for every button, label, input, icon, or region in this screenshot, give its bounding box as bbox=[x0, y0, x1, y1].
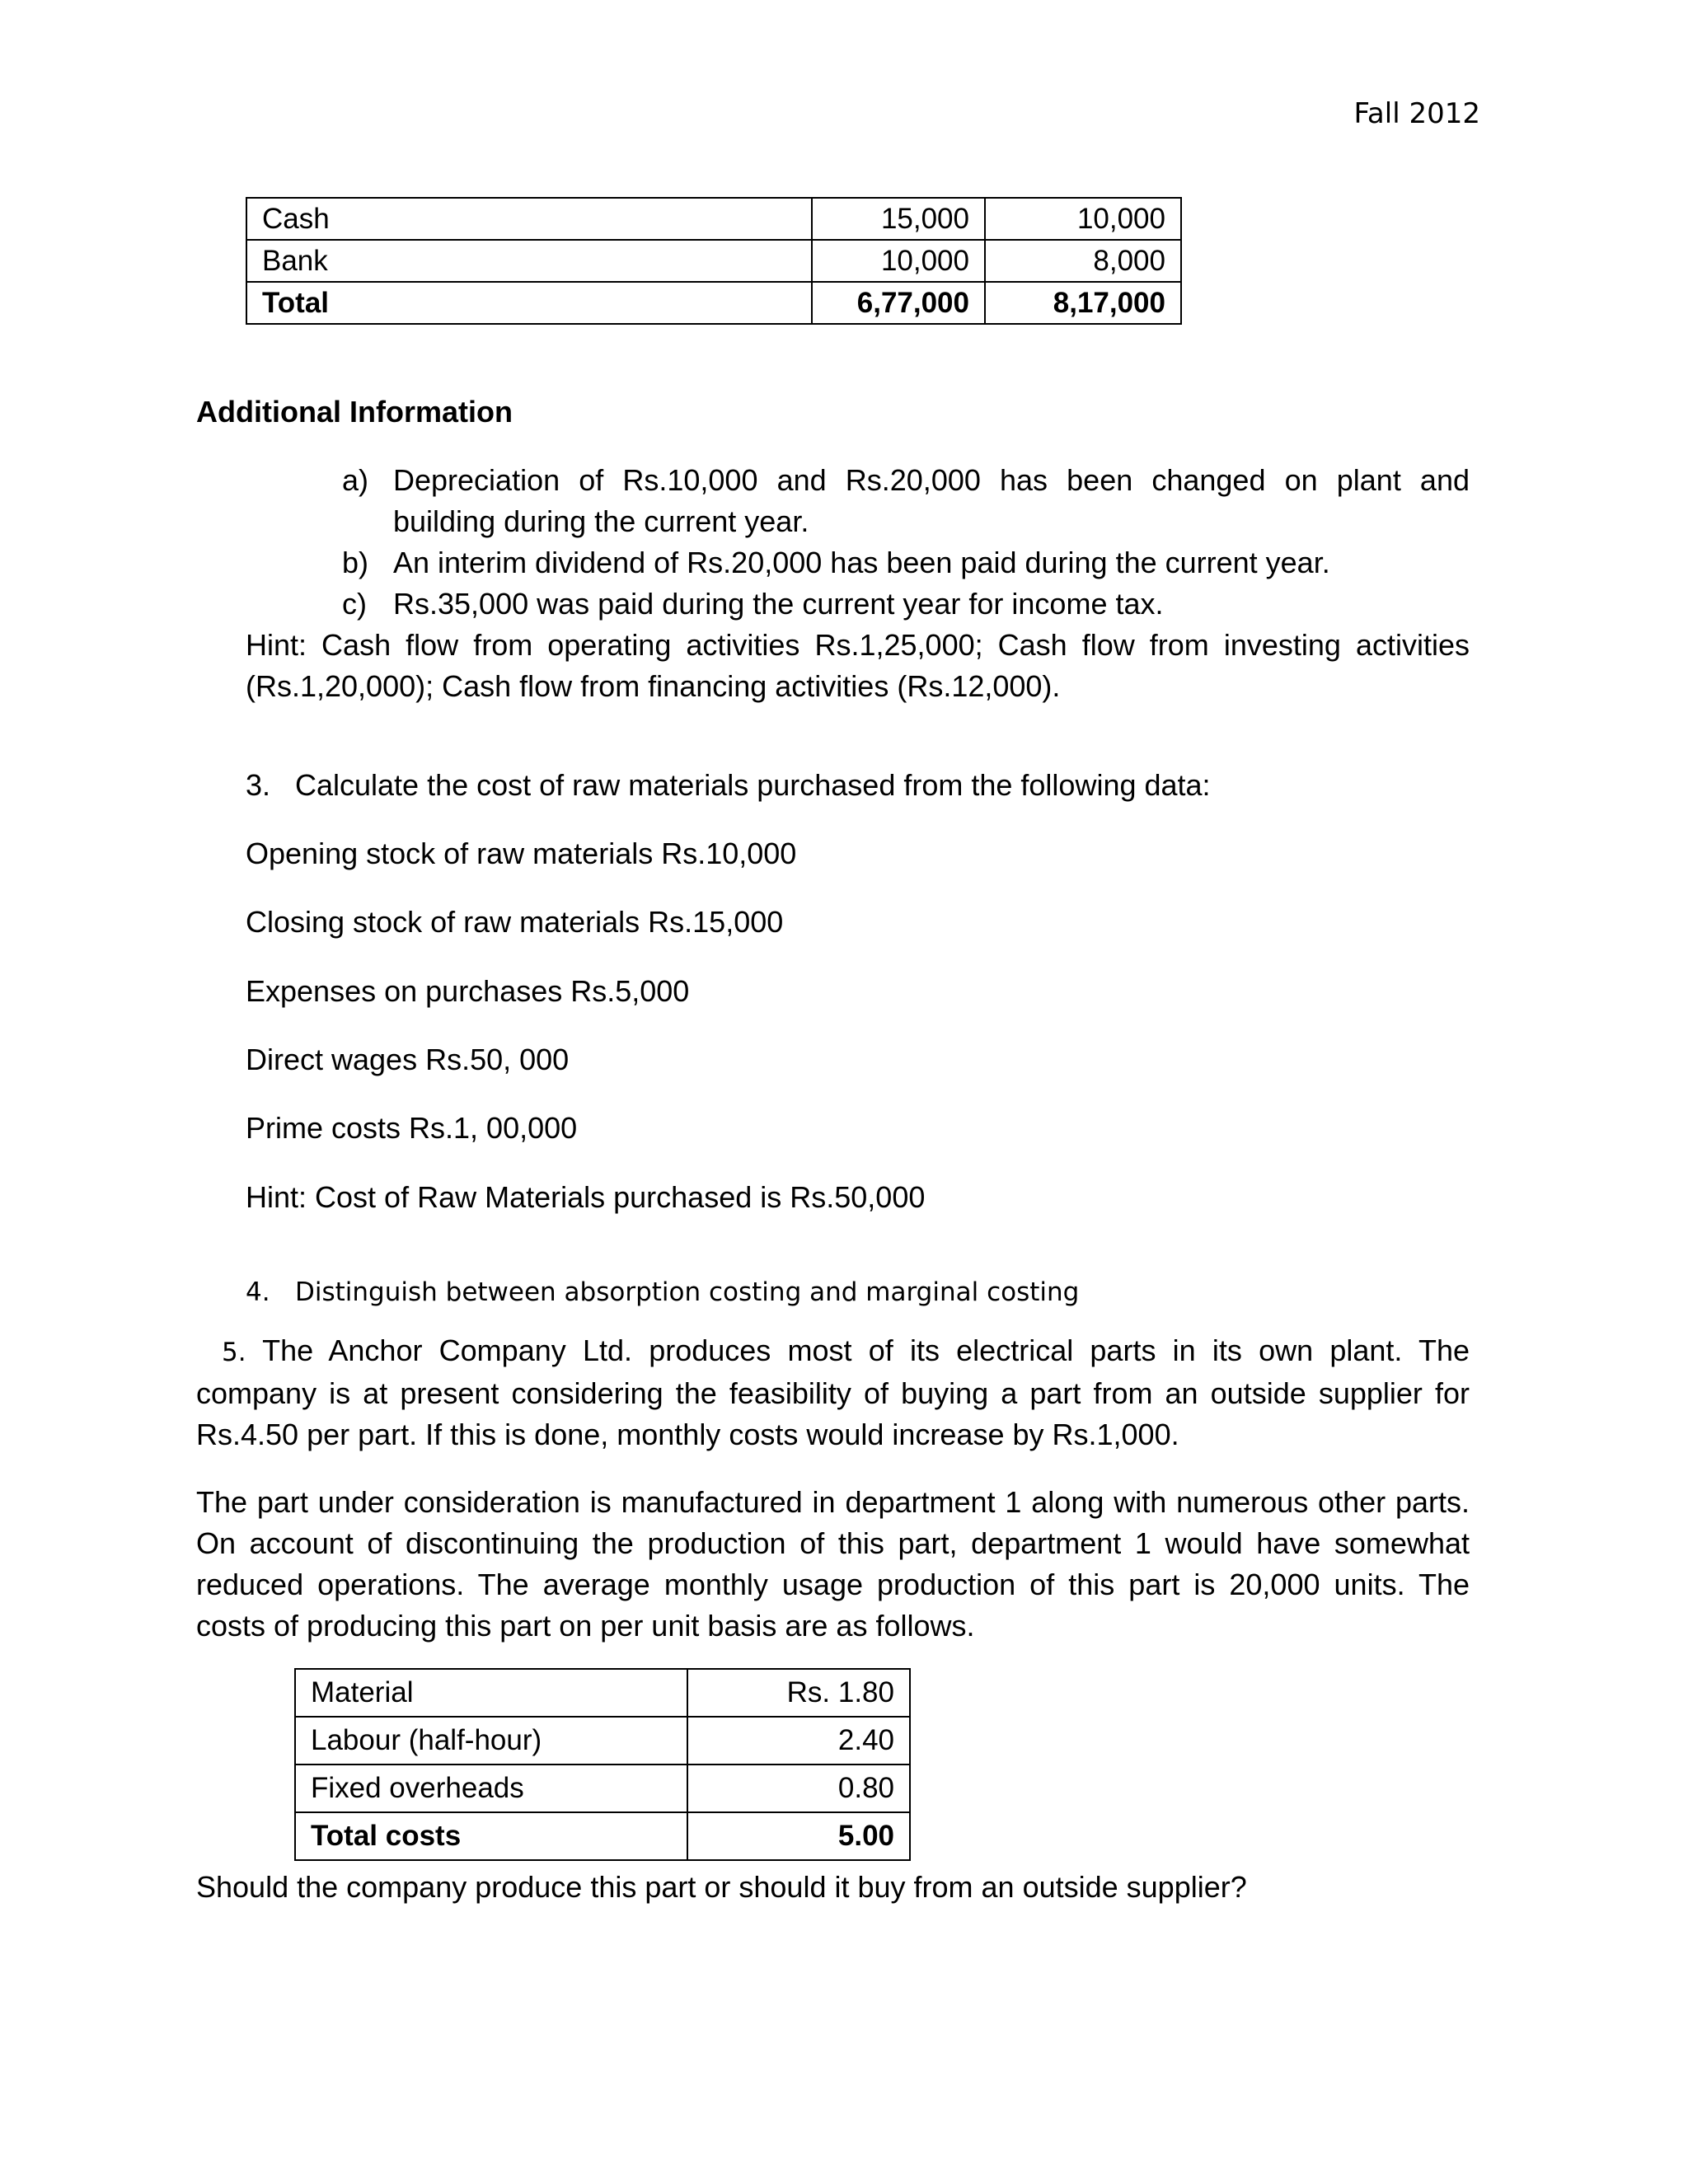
table-row bbox=[246, 240, 1181, 282]
data-line: Direct wages Rs.50, 000 bbox=[246, 1043, 570, 1076]
table-row bbox=[295, 1669, 910, 1717]
row-value-2: 8,17,000 bbox=[985, 282, 1181, 324]
cost-value: Rs. 1.80 bbox=[687, 1669, 910, 1717]
table-row-total bbox=[246, 282, 1181, 324]
question-text: Calculate the cost of raw materials purchased from the following data: bbox=[295, 768, 1211, 802]
list-marker: a) bbox=[342, 463, 369, 497]
row-value-1: 6,77,000 bbox=[812, 282, 985, 324]
cost-label: Fixed overheads bbox=[295, 1765, 687, 1812]
list-text: Depreciation of Rs.10,000 and Rs.20,000 has been changed on plant and building during the current year. bbox=[393, 463, 1470, 538]
q5-paragraph-1 bbox=[196, 1330, 1470, 1455]
table-row bbox=[295, 1765, 910, 1812]
balance-table bbox=[246, 197, 1182, 325]
data-line: Expenses on purchases Rs.5,000 bbox=[246, 974, 690, 1008]
additional-hint: Hint: Cash flow from operating activities Rs.1,25,000; Cash flow from investing activities (Rs.1,20,000); Cash flow from financing activities (Rs.12,000). bbox=[246, 628, 1470, 703]
cost-value: 2.40 bbox=[687, 1717, 910, 1765]
row-label: Bank bbox=[246, 240, 812, 282]
list-text: An interim dividend of Rs.20,000 has been paid during the current year. bbox=[393, 546, 1330, 579]
data-line: Closing stock of raw materials Rs.15,000 bbox=[246, 905, 784, 939]
header-term: Fall 2012 bbox=[1353, 97, 1480, 130]
list-marker: c) bbox=[342, 587, 367, 621]
q5-paragraph-2: The part under consideration is manufactured in department 1 along with numerous other parts. On account of discontinuing the production of this part, department 1 would have somewhat reduced operations. The average monthly usage production of this part is 20,000 units. The costs of producing this part on per unit basis are as follows. bbox=[196, 1485, 1470, 1643]
cost-value: 0.80 bbox=[687, 1765, 910, 1812]
cost-value: 5.00 bbox=[687, 1812, 910, 1860]
question-number: 5. bbox=[222, 1338, 246, 1367]
row-label: Total bbox=[246, 282, 812, 324]
table-row-total bbox=[295, 1812, 910, 1860]
question-text: Distinguish between absorption costing and marginal costing bbox=[295, 1277, 1080, 1307]
table-row bbox=[295, 1717, 910, 1765]
row-value-1: 10,000 bbox=[812, 240, 985, 282]
cost-table bbox=[294, 1668, 911, 1861]
row-label: Cash bbox=[246, 198, 812, 240]
q5-question: Should the company produce this part or should it buy from an outside supplier? bbox=[196, 1870, 1247, 1904]
data-line: Opening stock of raw materials Rs.10,000 bbox=[246, 837, 797, 870]
row-value-1: 15,000 bbox=[812, 198, 985, 240]
list-text: Rs.35,000 was paid during the current year for income tax. bbox=[393, 587, 1164, 621]
additional-heading: Additional Information bbox=[196, 395, 513, 429]
list-marker: b) bbox=[342, 546, 369, 579]
data-line: Prime costs Rs.1, 00,000 bbox=[246, 1111, 578, 1145]
cost-label: Material bbox=[295, 1669, 687, 1717]
row-value-2: 8,000 bbox=[985, 240, 1181, 282]
question-number: 4. bbox=[246, 1277, 270, 1307]
table-row bbox=[246, 198, 1181, 240]
question-text: The Anchor Company Ltd. produces most of its electrical parts in its own plant. The company is at present considering the feasibility of buying a part from an outside supplier for Rs.4.50 per part. If this is done, monthly costs would increase by Rs.1,000. bbox=[196, 1333, 1470, 1451]
cost-label: Labour (half-hour) bbox=[295, 1717, 687, 1765]
cost-label: Total costs bbox=[295, 1812, 687, 1860]
question-number: 3. bbox=[246, 768, 271, 802]
q3-hint: Hint: Cost of Raw Materials purchased is Rs.50,000 bbox=[246, 1180, 926, 1214]
row-value-2: 10,000 bbox=[985, 198, 1181, 240]
